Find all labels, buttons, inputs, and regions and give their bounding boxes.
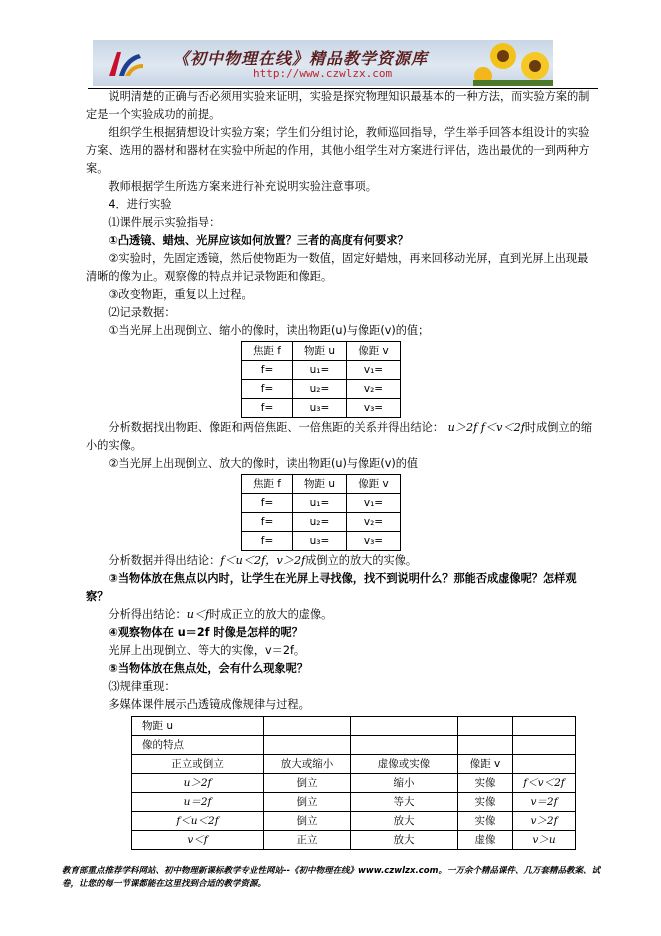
table-cell — [458, 736, 513, 755]
conclusion-text: 分析数据并得出结论： — [108, 554, 221, 567]
table-cell: 实像 — [458, 812, 513, 831]
table-row — [132, 793, 576, 812]
table-cell: f＜u＜2f — [132, 812, 264, 831]
table-cell: 倒立 — [264, 774, 351, 793]
conclusion-text: 分析数据找出物距、像距和两倍焦距、一倍焦距的关系并得出结论： — [108, 421, 445, 434]
table-cell: u₁= — [293, 494, 347, 513]
list-item: ⑶规律重现： — [108, 680, 176, 693]
paragraph — [86, 552, 598, 570]
paragraph: ①当光屏上出现倒立、缩小的像时，读出物距(u)与像距(v)的值； — [108, 324, 430, 337]
question: ①凸透镜、蜡烛、光屏应该如何放置？三者的高度有何要求？ — [108, 234, 409, 247]
table-header-row — [242, 475, 401, 494]
table-cell: f= — [242, 380, 293, 399]
paragraph — [86, 606, 598, 624]
table-cell — [264, 717, 351, 736]
paragraph: 组织学生根据猜想设计实验方案；学生们分组讨论，教师巡回指导，学生举手回答本组设计的实验方案、选用的器材和器材在实验中所起的作用，其他小组学生对方案进行评估，选出最优的一到两种方案。 — [86, 126, 590, 175]
table-header-cell: 焦距 f — [242, 342, 293, 361]
table-header-cell: 物距 u — [293, 342, 347, 361]
table-cell: v₃= — [347, 399, 401, 418]
table-cell: 实像 — [458, 793, 513, 812]
table-cell: 虚像 — [458, 831, 513, 850]
table-header-cell: 像距 v — [458, 755, 513, 774]
paragraph: ②实验时，先固定透镜，然后使物距为一数值，固定好蜡烛，再来回移动光屏，直到光屏上出现最清晰的像为止。观察像的特点并记录物距和像距。 — [86, 252, 589, 283]
data-table-2 — [241, 474, 401, 551]
table-header-cell: 物距 u — [293, 475, 347, 494]
table-row — [132, 774, 576, 793]
table-cell: f= — [242, 361, 293, 380]
question: ⑤当物体放在焦点处，会有什么现象呢？ — [108, 662, 309, 675]
table-cell: u₂= — [293, 380, 347, 399]
table-cell: f＜v＜2f — [513, 774, 576, 793]
conclusion-tail: 时成正立的放大的虚像。 — [209, 608, 333, 621]
table-row — [242, 532, 401, 551]
table-cell: v＞2f — [513, 812, 576, 831]
table-row — [242, 380, 401, 399]
question: ④观察物体在 u＝2f 时像是怎样的呢？ — [108, 626, 303, 639]
table-cell: v₃= — [347, 532, 401, 551]
table-cell — [513, 736, 576, 755]
table-cell: 正立 — [264, 831, 351, 850]
table-cell — [458, 717, 513, 736]
banner-url: http://www.czwlzx.com — [253, 67, 393, 80]
table-cell — [264, 736, 351, 755]
table-cell: v＞u — [513, 831, 576, 850]
table-header-cell: 像的特点 — [132, 736, 264, 755]
paragraph: 光屏上出现倒立、等大的实像，v＝2f。 — [108, 644, 306, 657]
conclusion-math: u＜f — [186, 608, 210, 621]
table-row — [242, 513, 401, 532]
table-row — [242, 494, 401, 513]
table-header-row — [132, 717, 576, 736]
table-cell: u₂= — [293, 513, 347, 532]
table-cell: f= — [242, 513, 293, 532]
paragraph: 教师根据学生所选方案来进行补充说明实验注意事项。 — [108, 180, 377, 193]
document-body — [86, 88, 598, 850]
table-header-row — [242, 342, 401, 361]
table-cell: 缩小 — [351, 774, 458, 793]
header-banner — [93, 40, 553, 86]
table-header-cell: 像距 v — [347, 342, 401, 361]
table-cell: u₃= — [293, 532, 347, 551]
table-row — [242, 361, 401, 380]
table-cell: v＝2f — [513, 793, 576, 812]
table-cell: 倒立 — [264, 793, 351, 812]
table-cell: 等大 — [351, 793, 458, 812]
table-cell: 倒立 — [264, 812, 351, 831]
table-header-cell: 正立或倒立 — [132, 755, 264, 774]
table-cell — [513, 717, 576, 736]
page-footer: 教育部重点推荐学科网站、初中物理新课标教学专业性网站--《初中物理在线》www.czwlzx.com。一万余个精品课件、几万套精品教案、试卷，让您的每一节课都能在这里找到合适的教学资源。 — [62, 866, 600, 889]
table-cell: u＝2f — [132, 793, 264, 812]
table-cell: v＜f — [132, 831, 264, 850]
list-item: ⑵记录数据： — [108, 306, 176, 319]
conclusion-text: 分析得出结论： — [108, 608, 187, 621]
list-item: ⑴课件展示实验指导： — [108, 216, 221, 229]
section-heading: 4．进行实验 — [108, 198, 172, 211]
table-cell — [513, 755, 576, 774]
table-cell: 放大 — [351, 831, 458, 850]
table-cell: v₁= — [347, 361, 401, 380]
table-cell: v₂= — [347, 380, 401, 399]
table-header-cell: 焦距 f — [242, 475, 293, 494]
conclusion-tail: 时成倒立的缩小的实像。 — [86, 421, 593, 452]
table-cell — [351, 736, 458, 755]
table-header-row — [132, 736, 576, 755]
table-cell — [351, 717, 458, 736]
table-cell: f= — [242, 399, 293, 418]
conclusion-tail: 成倒立的放大的实像。 — [305, 554, 418, 567]
table-row — [132, 831, 576, 850]
sunflower-decoration-icon — [473, 40, 553, 86]
table-cell: 放大 — [351, 812, 458, 831]
table-header-cell: 物距 u — [132, 717, 264, 736]
paragraph: 多媒体课件展示凸透镜成像规律与过程。 — [108, 698, 310, 711]
table-cell: u₃= — [293, 399, 347, 418]
site-logo-icon — [105, 46, 145, 80]
table-cell: u₁= — [293, 361, 347, 380]
table-cell: f= — [242, 532, 293, 551]
question: ③当物体放在焦点以内时，让学生在光屏上寻找像，找不到说明什么？那能否成虚像呢？怎样观察？ — [86, 572, 577, 603]
table-cell: u＞2f — [132, 774, 264, 793]
banner-title: 《初中物理在线》精品教学资源库 — [173, 49, 429, 68]
table-cell: 实像 — [458, 774, 513, 793]
table-cell: v₁= — [347, 494, 401, 513]
table-header-row — [132, 755, 576, 774]
paragraph: 说明清楚的正确与否必须用实验来证明，实验是探究物理知识最基本的一种方法，而实验方案的制定是一个实验成功的前提。 — [86, 90, 590, 121]
rules-table — [131, 716, 576, 850]
table-header-cell: 放大或缩小 — [264, 755, 351, 774]
paragraph: ②当光屏上出现倒立、放大的像时，读出物距(u)与像距(v)的值 — [108, 457, 419, 470]
conclusion-math: u＞2f f＜v＜2f — [444, 421, 525, 434]
table-cell: v₂= — [347, 513, 401, 532]
conclusion-math: f＜u＜2f，v＞2f — [220, 554, 306, 567]
table-row — [242, 399, 401, 418]
table-row — [132, 812, 576, 831]
table-cell: f= — [242, 494, 293, 513]
paragraph: ③改变物距，重复以上过程。 — [108, 288, 253, 301]
table-header-cell: 虚像或实像 — [351, 755, 458, 774]
paragraph — [86, 419, 598, 455]
data-table-1 — [241, 341, 401, 418]
table-header-cell: 像距 v — [347, 475, 401, 494]
